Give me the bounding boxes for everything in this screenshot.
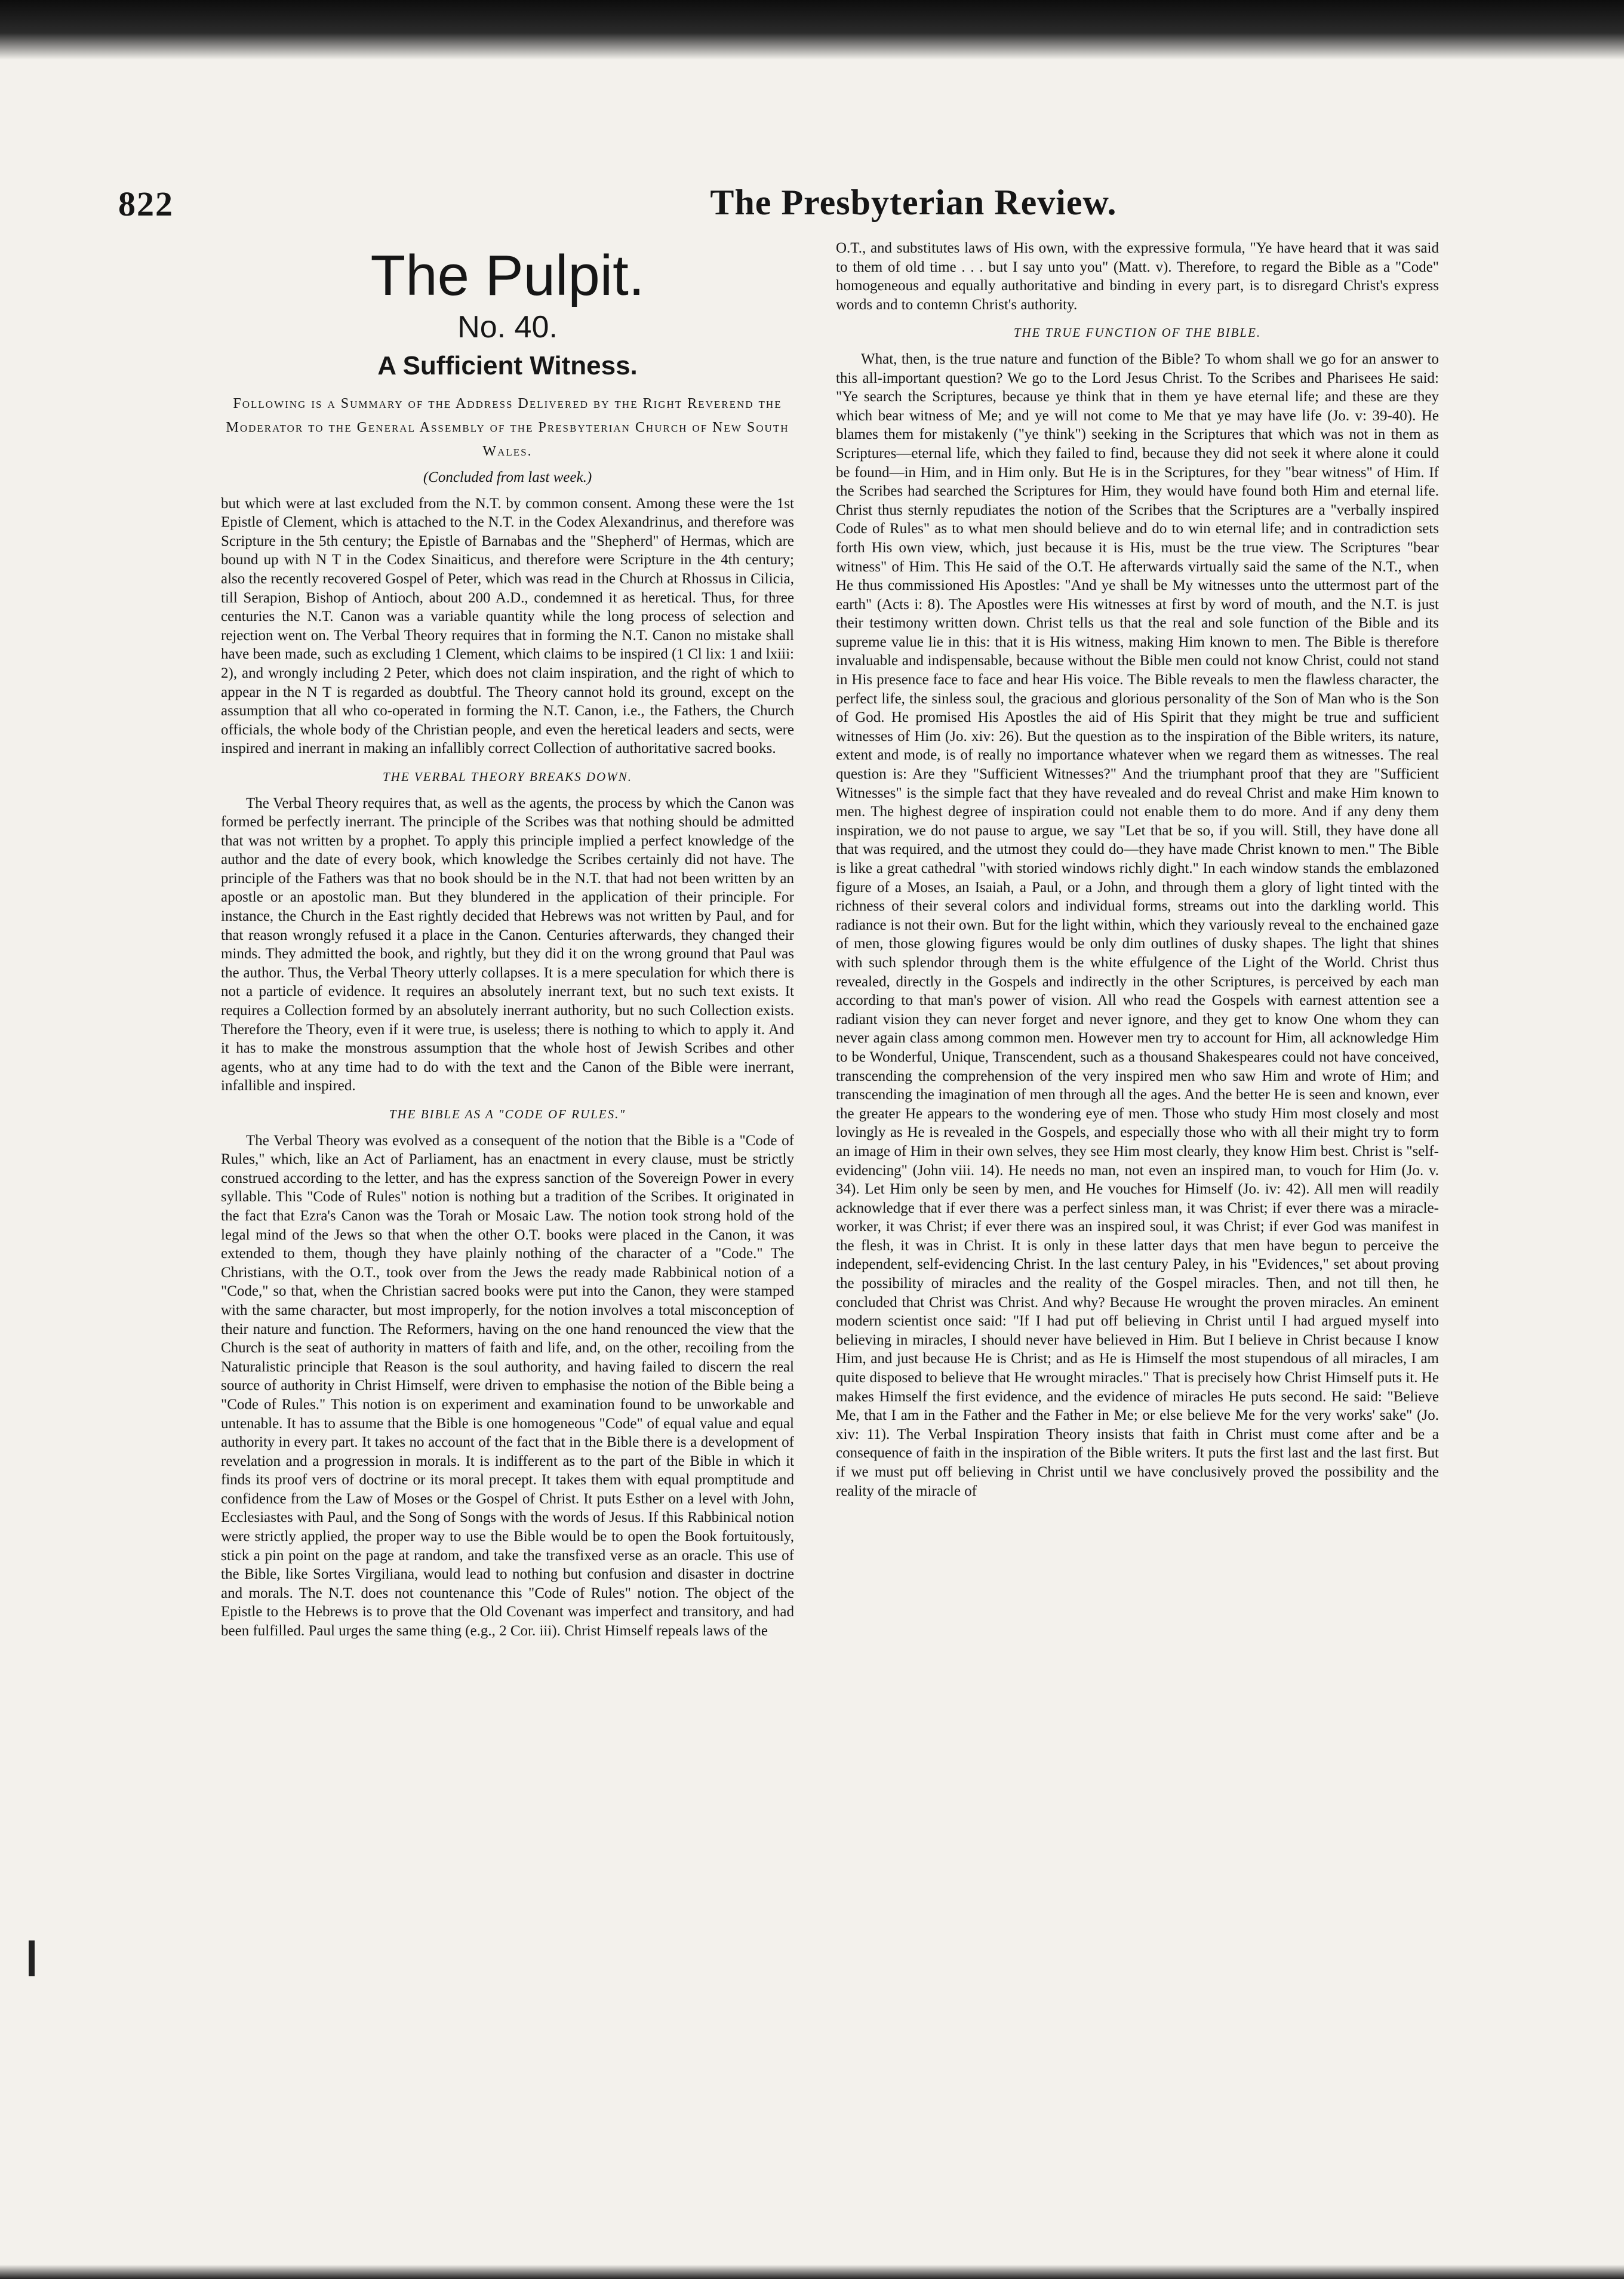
article-title-block — [221, 245, 794, 487]
article-number: No. 40. — [457, 310, 558, 345]
article-subtitle: A Sufficient Witness. — [377, 351, 638, 380]
section-heading: THE TRUE FUNCTION OF THE BIBLE. — [1013, 325, 1262, 340]
scan-border-bottom — [0, 2265, 1624, 2279]
right-column — [836, 239, 1439, 2203]
article-intro: Following is a Summary of the Address Delivered by the Right Reverend the Moderator to the General Assembly of the Presbyterian Church of New South Wales. — [226, 396, 789, 459]
running-head: The Presbyterian Review. — [710, 183, 1117, 222]
body-paragraph: O.T., and substitutes laws of His own, with the expressive formula, "Ye have heard that it was said to them of old time . . . but I say unto you" (Matt. v). Therefore, to regard the Bible as a "Code" homogeneous and equally authoritative and binding in every part, is to disregard Christ's express words and to contemn Christ's authority. — [836, 240, 1439, 313]
body-paragraph: but which were at last excluded from the N.T. by common consent. Among these were the 1st Epistle of Clement, which is attached to the N.T. in the Codex Alexandrinus, and therefore was Scripture in the 5th century; the Epistle of Barnabas and the "Shepherd" of Hermas, which are bound up with N T in the Codex Sinaiticus, and therefore were Scripture in the 4th century; also the recently recovered Gospel of Peter, which was read in the Church at Rhossus in Cilicia, till Serapion, Bishop of Antioch, about 200 A.D., condemned it as heretical. Thus, for three centuries the N.T. Canon was a variable quantity while the long process of selection and rejection went on. The Verbal Theory requires that in forming the N.T. Canon no mistake shall have been made, such as excluding 1 Clement, which claims to be inspired (1 Cl lix: 1 and lxiii: 2), and wrongly including 2 Peter, which does not claim inspiration, and the right of which to appear in the N T is regarded as doubtful. The Theory cannot hold its ground, except on the assumption that all who co-operated in forming the N.T. Canon, i.e., the Fathers, the Church officials, the whole body of the Christian people, and even the heretical leaders and sects, were inspired and inerrant in making an infallibly correct Collection of authoritative sacred books. — [221, 495, 794, 757]
section-heading: THE VERBAL THEORY BREAKS DOWN. — [383, 769, 632, 784]
page-number: 822 — [118, 184, 174, 223]
body-paragraph: What, then, is the true nature and function of the Bible? To whom shall we go for an answer to this all-important question? We go to the Lord Jesus Christ. To the Scribes and Pharisees He said: "Ye search the Scriptures, because ye think that in them ye have eternal life; and these are they which bear witness of Me; and ye will not come to Me that ye may have life (Jo. v: 39-40). He blames them for mistakenly ("ye think") seeking in the Scriptures that which was not in them as Scriptures—eternal life, which they failed to find, because they did not seek it where alone it could be found—in Him, and in Him only. But He is in the Scriptures, for they "bear witness" of Him. If the Scribes had searched the Scriptures for Him, they would have found both Him and eternal life. Christ thus sternly repudiates the notion of the Scribes that the Scriptures are a "verbally inspired Code of Rules" as to what men should believe and do to win eternal life; and in contradiction sets forth His own view, which, just because it is His, must be the true view. The Scriptures "bear witness" of Him. This He said of the O.T. He afterwards virtually said the same of the N.T., when He thus commissioned His Apostles: "And ye shall be My witnesses unto the uttermost part of the earth" (Acts i: 8). The Apostles were His witnesses at first by word of mouth, and the N.T. is just their testimony written down. Christ tells us that the real and sole function of the Bible and its supreme value lie in this: that it is His witness, making Him known to men. The Bible is therefore invaluable and indispensable, because without the Bible men could not know Christ, could not stand in His presence face to face and hear His voice. The Bible reveals to men the flawless character, the perfect life, the sinless soul, the gracious and glorious personality of the Son of Man who is the Son of God. He promised His Apostles the aid of His Spirit that they might be true and sufficient witnesses of Him (Jo. xiv: 26). But the question as to the inspiration of the Bible writers, its nature, extent and mode, is of really no importance whatever when we regard them as witnesses. The real question is: Are they "Sufficient Witnesses?" And the triumphant proof that they are "Sufficient Witnesses" is the simple fact that they have revealed and do reveal Christ and make Him known to men. The highest degree of inspiration could not enable them to do more. And if any deny them inspiration, we do not pause to argue, we say "Let that be so, if you will. Still, they have done all that was required, and the utmost they could do—they have made Christ known to men." The Bible is like a great cathedral "with storied windows richly dight." In each window stands the emblazoned figure of a Moses, an Isaiah, a Paul, or a John, and through them a glory of light tinted with the richness of their several colors and individual forms, streams out into the darkling world. This radiance is not their own. But for the light within, which they variously reveal to the enchained gaze of men, those glowing figures would be only dim outlines of dusky shapes. The light that shines with such splendor through them is the white effulgence of the Light of the World. Christ thus revealed, directly in the Gospels and indirectly in the other Scriptures, is perceived by each man according to that man's power of vision. All who read the Gospels with earnest attention see a radiant vision they can never forget and never ignore, and they get to know One whom they can never again class among common men. However men try to account for Him, all acknowledge Him to be Wonderful, Unique, Transcendent, such as a thousand Shakespeares could not have conceived, transcending the comprehension of the very inspired men who saw Him and wrote of Him; and transcending the imagination of men through all the ages. And the better He is seen and known, ever the greater He appears to the wondering eye of men. Those who study Him most closely and most lovingly as He is revealed in the Gospels, and especially those who with all their might try to form an image of Him in their own selves, they see Him most clearly, they know Him best. Christ is "self-evidencing" (John viii. 14). He needs no man, not even an inspired man, to vouch for Him (Jo. v. 34). Let Him only be seen by men, and He vouches for Himself (Jo. iv: 42). All men will readily acknowledge that if ever there was a perfect sinless man, it was Christ; if ever there was a miracle-worker, it was Christ; if ever there was an inspired soul, it was Christ; if ever God was manifest in the flesh, it was in Christ. It is only in these latter days that men have begun to perceive the independent, self-evidencing Christ. In the last century Paley, in his "Evidences," set about proving the possibility of miracles and the reality of the Gospel miracles. Then, and not till then, he concluded that Christ was Christ. And why? Because He wrought the proven miracles. An eminent modern scientist once said: "If I had put off believing in Christ until I had argued myself into believing in miracles, I should never have believed in Him. But I believe in Christ because I know Him, and just because He is Christ; and as He is Himself the most stupendous of all miracles, I am quite disposed to believe that He wrought miracles." That is precisely how Christ Himself puts it. He makes Himself the first evidence, and the evidence of miracles He puts second. He said: "Believe Me, that I am in the Father and the Father in Me; or else believe Me for the very works' sake" (Jo. xiv: 11). The Verbal Inspiration Theory insists that faith in Christ must come after and be a consequence of faith in the inspiration of the Bible writers. It puts the first last and the last first. But if we must put off believing in Christ until we have conclusively proved the possibility and the reality of the miracle of — [836, 350, 1439, 1499]
continued-note: (Concluded from last week.) — [423, 469, 592, 485]
section-heading: THE BIBLE AS A "CODE OF RULES." — [389, 1107, 626, 1121]
left-column — [221, 239, 794, 2203]
scan-border-top — [0, 0, 1624, 60]
body-paragraph: The Verbal Theory requires that, as well as the agents, the process by which the Canon was formed be perfectly inerrant. The principle of the Scribes was that nothing should be admitted that was not written by a prophet. To apply this principle implied a perfect knowledge of the author and the date of every book, which knowledge the Scribes certainly did not have. The principle of the Fathers was that no book should be in the N.T. that had not been written by an apostle or an apostolic man. But they blundered in the application of their principle. For instance, the Church in the East rightly decided that Hebrews was not written by Paul, and for that reason wrongly refused it a place in the Canon. Centuries afterwards, they changed their minds. They admitted the book, and rightly, but they did it on the wrong ground that Paul was the author. Thus, the Verbal Theory utterly collapses. It is a mere speculation for which there is not a particle of evidence. It requires an absolutely inerrant text, but no such text exists. It requires a Collection formed by an absolutely inerrant authority, but no such Collection exists. Therefore the Theory, even if it were true, is useless; there is nothing to which to apply it. And it has to make the monstrous assumption that the whole host of Jewish Scribes and other agents, who at any time had to do with the text and the Canon of the Bible were inerrant, infallible and inspired. — [221, 795, 794, 1094]
right-column-body — [836, 239, 1439, 1500]
left-column-body — [221, 494, 794, 1641]
article-title: The Pulpit. — [370, 244, 645, 307]
binding-mark — [29, 1940, 35, 1976]
body-paragraph: The Verbal Theory was evolved as a consequent of the notion that the Bible is a "Code of Rules," which, like an Act of Parliament, has an enactment in every clause, must be strictly construed according to the letter, and has the express sanction of the Sovereign Power in every syllable. This "Code of Rules" notion is nothing but a tradition of the Scribes. It originated in the fact that Ezra's Canon was the Torah or Mosaic Law. The notion took strong hold of the legal mind of the Jews so that when the other O.T. books were placed in the Canon, it was extended to them, though they have plainly nothing of the character of a "Code." The Christians, with the O.T., took over from the Jews the ready made Rabbinical notion of a "Code," so that, when the Christian sacred books were put into the Canon, they were stamped with the same character, but most improperly, for the notion involves a total misconception of their nature and function. The Reformers, having on the one hand renounced the view that the Church is the seat of authority in matters of faith and life, and, on the other, recoiling from the Naturalistic principle that Reason is the soul authority, and having failed to discern the real source of authority in Christ Himself, were driven to emphasise the notion of the Bible being a "Code of Rules." This notion is on experiment and examination found to be unworkable and untenable. It has to assume that the Bible is one homogeneous "Code" of equal value and equal authority in every part. It takes no account of the fact that in the Bible there is a development of revelation and a progression in morals. It is indifferent as to the part of the Bible in which it finds its proof vers of doctrine or its moral precept. It takes them with equal promptitude and confidence from the Law of Moses or the Gospel of Christ. It puts Esther on a level with John, Ecclesiastes with Paul, and the Song of Songs with the words of Jesus. If this Rabbinical notion were strictly applied, the proper way to use the Bible would be to open the Book fortuitously, stick a pin point on the page at random, and take the transfixed verse as an oracle. This use of the Bible, like Sortes Virgiliana, would lead to nothing but confusion and disaster in doctrine and morals. The N.T. does not countenance this "Code of Rules" notion. The object of the Epistle to the Hebrews is to prove that the Old Covenant was imperfect and transitory, and had been fulfilled. Paul urges the same thing (e.g., 2 Cor. iii). Christ Himself repeals laws of the — [221, 1132, 794, 1640]
